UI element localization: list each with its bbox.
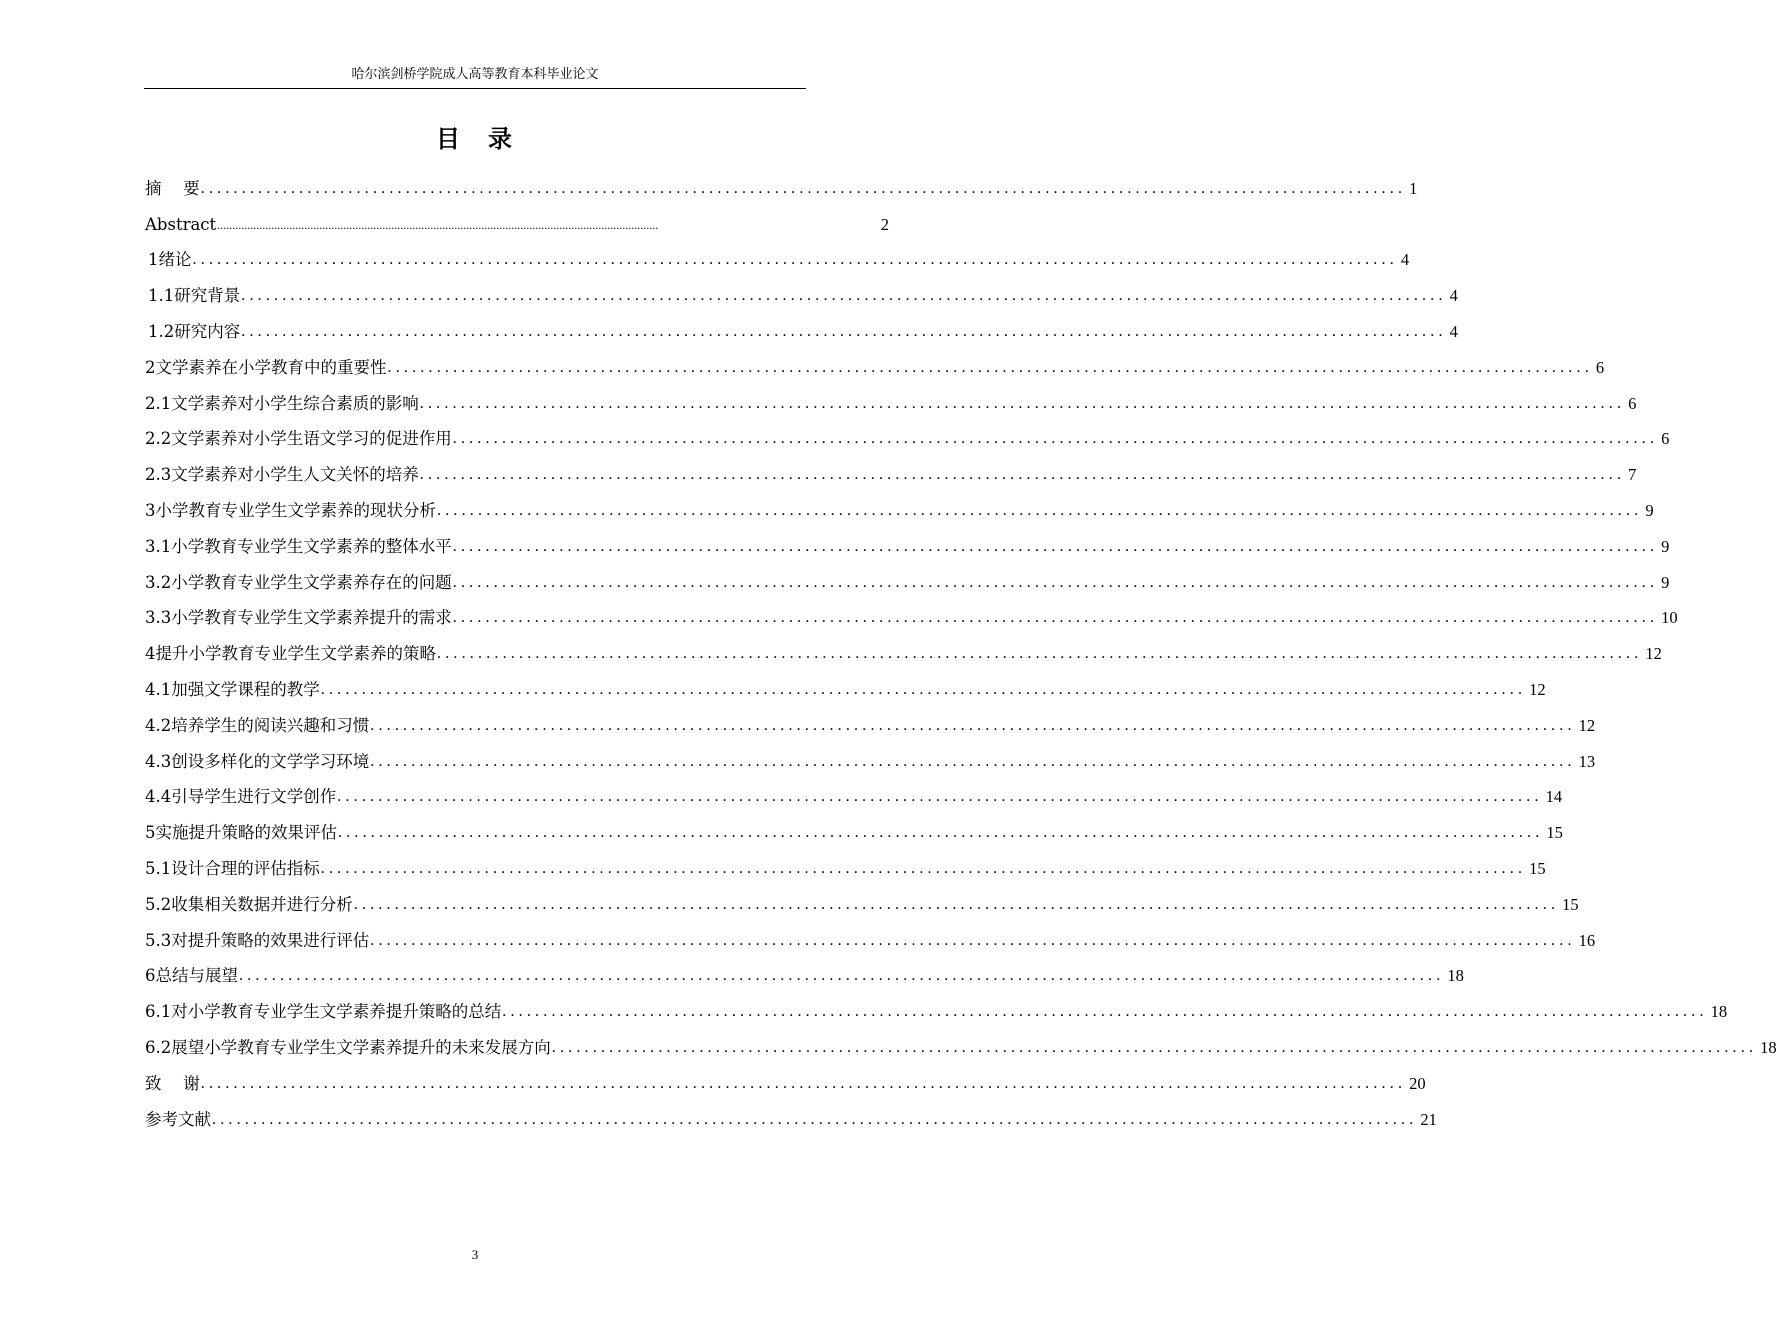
toc-entry-5-1[interactable] [145, 844, 1546, 880]
toc-entry-label: 展望小学教育专业学生文学素养提升的未来发展方向 [171, 1037, 551, 1057]
toc-entry-number: 2.3 [145, 465, 172, 485]
toc-entry-label: 对小学教育专业学生文学素养提升策略的总结 [171, 1002, 502, 1022]
toc-entry-leader: ................................................................................................................................................... [452, 537, 1659, 555]
toc-entry-page: 18 [1760, 1037, 1777, 1057]
toc-entry-page: 15 [1529, 858, 1546, 878]
toc-entry-5[interactable] [145, 808, 1563, 844]
toc-entry-label: 小学教育专业学生文学素养的整体水平 [171, 536, 452, 556]
toc-entry-label: 总结与展望 [155, 966, 238, 986]
toc-entry-leader: ................................................................................................................................................... [370, 931, 1576, 949]
toc-entry-references[interactable] [145, 1095, 1437, 1131]
toc-entry-number: 3.2 [145, 572, 172, 592]
toc-entry-leader: ................................................................................................................................................... [551, 1038, 1758, 1056]
toc-entry-page: 18 [1710, 1002, 1728, 1022]
toc-entry-leader: ................................................................................................................................................... [239, 967, 1445, 985]
toc-entry-6-2[interactable] [145, 1023, 1777, 1059]
toc-entry-number: 5.3 [145, 930, 172, 950]
toc-entry-4-2[interactable] [145, 701, 1596, 737]
toc-entry-page: 13 [1578, 751, 1596, 771]
table-of-contents [145, 164, 1777, 1131]
toc-entry-label: 实施提升策略的效果评估 [155, 823, 337, 843]
page-header [144, 64, 806, 89]
toc-entry-4-3[interactable] [145, 737, 1596, 773]
toc-entry-page: 4 [1449, 286, 1458, 306]
toc-entry-number: 4.4 [145, 787, 172, 807]
toc-entry-page: 21 [1420, 1109, 1437, 1129]
toc-entry-1[interactable] [145, 236, 1410, 272]
toc-entry-page: 9 [1645, 500, 1654, 520]
toc-entry-leader: ................................................................................................................................................... [437, 501, 1643, 519]
toc-entry-page: 10 [1661, 608, 1678, 628]
toc-entry-3-1[interactable] [145, 522, 1670, 558]
toc-entry-page: 1 [1409, 178, 1418, 198]
toc-entry-leader: ................................................................................................................................................... [452, 430, 1659, 448]
toc-entry-2[interactable] [145, 343, 1605, 379]
toc-entry-leader: ................................................................................................................................................... [320, 680, 1527, 698]
toc-entry-6[interactable] [145, 952, 1464, 988]
toc-entry-number: 2 [145, 357, 156, 377]
toc-entry-label: 小学教育专业学生文学素养存在的问题 [171, 572, 452, 592]
toc-entry-leader: ................................................................................................................................................... [419, 466, 1626, 484]
toc-entry-label: 致 谢 [145, 1073, 200, 1093]
toc-entry-label: 加强文学课程的教学 [171, 679, 320, 699]
toc-entry-number: 2.1 [145, 393, 172, 413]
header-text: 哈尔滨剑桥学院成人高等教育本科毕业论文 [351, 67, 599, 82]
toc-entry-page: 9 [1661, 536, 1670, 556]
toc-entry-number: 3.1 [145, 536, 172, 556]
toc-entry-page: 2 [880, 214, 889, 234]
toc-entry-label: 提升小学教育专业学生文学素养的策略 [155, 644, 436, 664]
toc-entry-1-2[interactable] [145, 307, 1458, 343]
toc-entry-label: 小学教育专业学生文学素养提升的需求 [171, 608, 452, 628]
toc-entry-leader: ................................................................................................................................................... [337, 788, 1543, 806]
toc-entry-number: 4.3 [145, 751, 172, 771]
toc-entry-number: 1 [148, 250, 159, 270]
toc-entry-leader: ................................................................................................................................................... [200, 179, 1407, 197]
toc-entry-label: 文学素养在小学教育中的重要性 [155, 357, 387, 377]
toc-entry-page: 15 [1562, 894, 1579, 914]
toc-entry-number: 1.2 [148, 321, 175, 341]
toc-entry-page: 7 [1628, 465, 1637, 485]
toc-title: 目 录 [436, 124, 514, 153]
toc-entry-page: 20 [1409, 1073, 1426, 1093]
toc-entry-label: Abstract [145, 214, 217, 234]
toc-entry-page: 4 [1400, 250, 1410, 270]
toc-entry-number: 5 [145, 823, 156, 843]
toc-entry-page: 6 [1595, 357, 1605, 377]
toc-entry-label: 研究背景 [174, 286, 241, 306]
toc-entry-label: 文学素养对小学生语文学习的促进作用 [171, 429, 452, 449]
toc-entry-label: 创设多样化的文学学习环境 [171, 751, 370, 771]
toc-entry-leader: ................................................................................................................................................... [192, 251, 1398, 269]
toc-entry-leader: ................................................................................................................................................... [452, 609, 1659, 627]
toc-entry-page: 6 [1628, 393, 1637, 413]
toc-entry-6-1[interactable] [145, 987, 1728, 1023]
toc-entry-label: 摘 要 [145, 178, 200, 198]
toc-entry-number: 4.1 [145, 679, 172, 699]
toc-entry-5-3[interactable] [145, 916, 1596, 952]
toc-entry-number: 5.1 [145, 858, 172, 878]
toc-entry-4-4[interactable] [145, 773, 1563, 809]
toc-entry-label: 研究内容 [174, 321, 241, 341]
toc-entry-leader: ................................................................................................................................................... [370, 716, 1576, 734]
toc-entry-acknowledgements[interactable] [145, 1059, 1426, 1095]
toc-entry-number: 6 [145, 966, 156, 986]
toc-entry-4[interactable] [145, 629, 1662, 665]
toc-entry-number: 4 [145, 644, 156, 664]
toc-entry-page: 4 [1449, 321, 1458, 341]
toc-entry-label: 文学素养对小学生人文关怀的培养 [171, 465, 419, 485]
toc-entry-label: 设计合理的评估指标 [171, 858, 320, 878]
toc-entry-page: 12 [1578, 715, 1596, 735]
toc-entry-page: 12 [1529, 679, 1546, 699]
toc-entry-page: 14 [1545, 787, 1563, 807]
toc-entry-page: 15 [1546, 823, 1563, 843]
toc-entry-leader: ................................................................................................................................................... [217, 217, 659, 232]
toc-entry-number: 2.2 [145, 429, 172, 449]
toc-entry-leader: ................................................................................................................................................... [241, 287, 1447, 305]
toc-entry-label: 引导学生进行文学创作 [171, 787, 337, 807]
toc-entry-label: 文学素养对小学生综合素质的影响 [171, 393, 419, 413]
toc-entry-leader: ................................................................................................................................................... [387, 358, 1593, 376]
toc-entry-4-1[interactable] [145, 665, 1546, 701]
toc-entry-leader: ................................................................................................................................................... [200, 1074, 1407, 1092]
toc-entry-leader: ................................................................................................................................................... [370, 752, 1576, 770]
toc-entry-number: 6.2 [145, 1037, 172, 1057]
toc-entry-label: 小学教育专业学生文学素养的现状分析 [155, 500, 436, 520]
toc-entry-label: 参考文献 [145, 1109, 211, 1129]
toc-entry-number: 3.3 [145, 608, 172, 628]
toc-entry-leader: ................................................................................................................................................... [212, 1110, 1418, 1128]
toc-entry-3[interactable] [145, 486, 1654, 522]
toc-entry-2-2[interactable] [145, 415, 1670, 451]
toc-entry-label: 对提升策略的效果进行评估 [171, 930, 370, 950]
toc-entry-3-2[interactable] [145, 558, 1670, 594]
toc-entry-number: 1.1 [148, 286, 175, 306]
toc-entry-page: 9 [1661, 572, 1670, 592]
toc-entry-number: 4.2 [145, 715, 172, 735]
toc-entry-leader: ................................................................................................................................................... [502, 1003, 1708, 1021]
toc-entry-label: 培养学生的阅读兴趣和习惯 [171, 715, 370, 735]
toc-entry-page: 18 [1447, 966, 1464, 986]
toc-entry-2-3[interactable] [145, 450, 1637, 486]
toc-entry-abstract-en[interactable] [145, 200, 889, 236]
toc-entry-2-1[interactable] [145, 379, 1637, 415]
toc-entry-label: 收集相关数据并进行分析 [171, 894, 353, 914]
toc-entry-leader: ................................................................................................................................................... [338, 824, 1544, 842]
toc-entry-leader: ................................................................................................................................................... [452, 573, 1659, 591]
toc-entry-page: 12 [1645, 644, 1662, 664]
toc-entry-1-1[interactable] [145, 271, 1458, 307]
toc-entry-leader: ................................................................................................................................................... [419, 394, 1626, 412]
toc-entry-5-2[interactable] [145, 880, 1579, 916]
toc-entry-number: 6.1 [145, 1002, 172, 1022]
toc-entry-number: 3 [145, 500, 156, 520]
toc-entry-leader: ................................................................................................................................................... [437, 645, 1643, 663]
toc-entry-page: 16 [1578, 930, 1596, 950]
toc-entry-number: 5.2 [145, 894, 172, 914]
toc-entry-leader: ................................................................................................................................................... [320, 859, 1527, 877]
page-number: 3 [471, 1247, 479, 1262]
toc-entry-abstract-cn[interactable] [145, 164, 1418, 200]
toc-entry-3-3[interactable] [145, 594, 1678, 630]
toc-entry-leader: ................................................................................................................................................... [353, 895, 1560, 913]
toc-entry-label: 绪论 [158, 250, 192, 270]
toc-entry-page: 6 [1661, 429, 1670, 449]
toc-entry-leader: ................................................................................................................................................... [241, 322, 1447, 340]
